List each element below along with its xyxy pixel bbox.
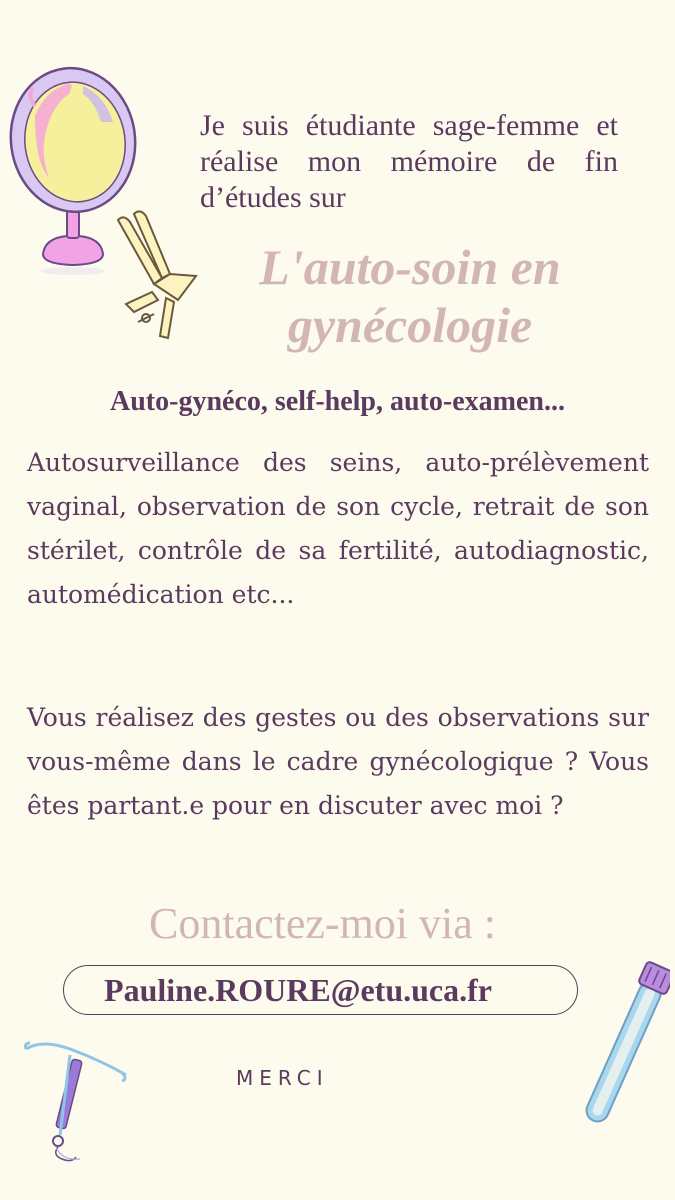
test-tube-icon [570,955,670,1140]
contact-label: Contactez-moi via : [149,899,496,948]
speculum-icon [108,208,203,348]
iud-icon [22,1035,132,1165]
title-line-2: gynécologie [287,297,533,353]
email-link[interactable]: Pauline.ROURE@etu.uca.fr [104,971,492,1008]
page-title [200,238,620,354]
thanks-text: MERCI [236,1066,329,1090]
subtitle: Auto-gynéco, self-help, auto-examen... [110,386,565,417]
paragraph-invitation: Vous réalisez des gestes ou des observations sur vous-même dans le cadre gynécologique ? Vous êtes partant.e pour en discuter avec moi ? [27,703,649,820]
email-box[interactable] [63,965,578,1015]
paragraph-examples: Autosurveillance des seins, auto-prélèvement vaginal, observation de son cycle, retrait de son stérilet, contrôle de sa fertilité, autodiagnostic, automédication etc... [27,448,649,609]
title-line-1: L'auto-soin en [259,239,561,295]
intro-text: Je suis étudiante sage-femme et réalise mon mémoire de fin d’études sur [200,109,618,214]
